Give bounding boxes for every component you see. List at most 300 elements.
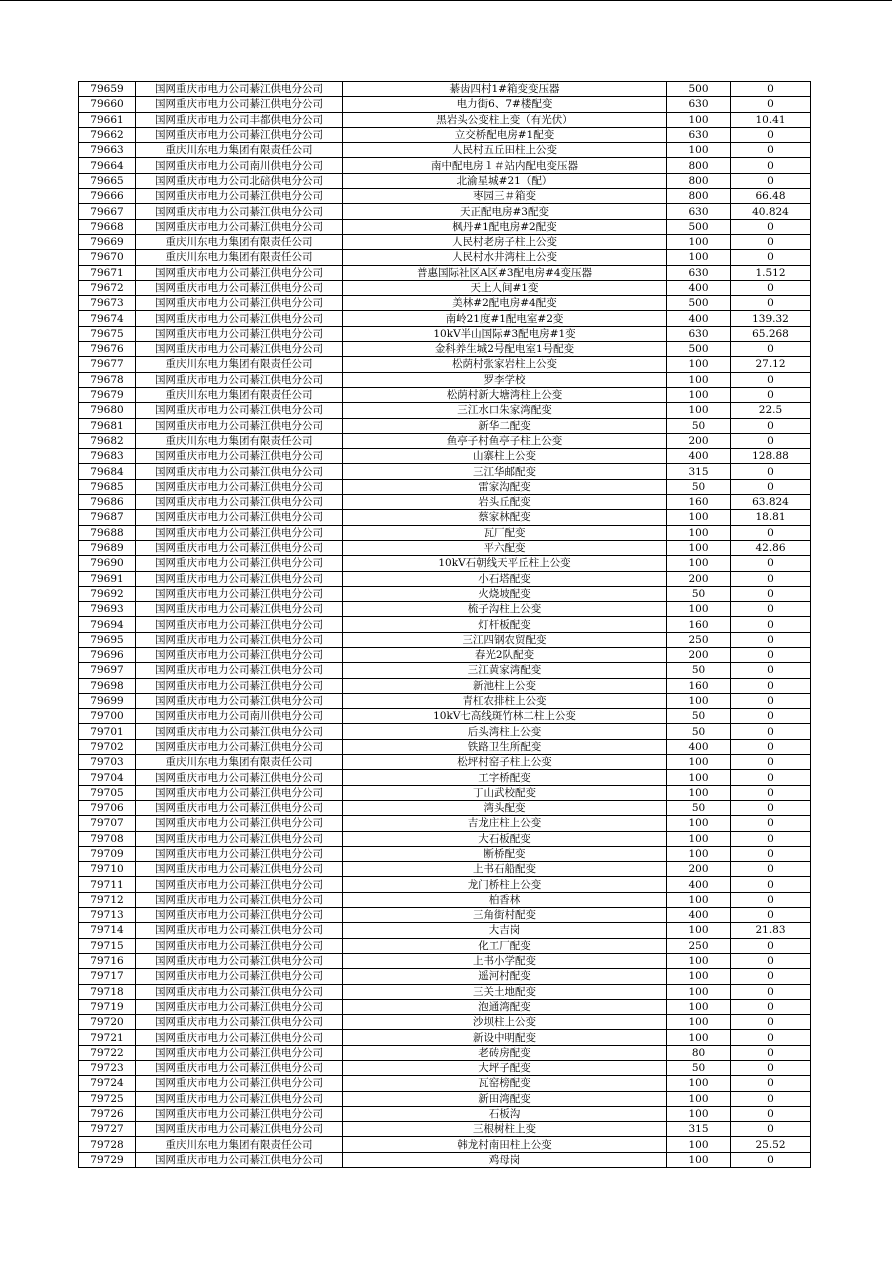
company-cell: 国网重庆市电力公司綦江供电分公司	[136, 693, 343, 708]
record-id-cell: 79695	[79, 632, 136, 647]
capacity-cell: 160	[667, 617, 731, 632]
transformer-name-cell: 人民村老房子柱上公变	[343, 234, 667, 249]
value-cell: 42.86	[731, 540, 811, 555]
company-cell: 国网重庆市电力公司綦江供电分公司	[136, 372, 343, 387]
value-cell: 27.12	[731, 357, 811, 372]
transformer-name-cell: 10kV半山国际#3配电房#1变	[343, 326, 667, 341]
record-id-cell: 79692	[79, 586, 136, 601]
transformer-name-cell: 雷家沟配变	[343, 479, 667, 494]
table-row	[79, 495, 811, 510]
record-id-cell: 79665	[79, 173, 136, 188]
transformer-name-cell: 三江黄家湾配变	[343, 663, 667, 678]
capacity-cell: 315	[667, 464, 731, 479]
table-row	[79, 296, 811, 311]
table-row	[79, 479, 811, 494]
capacity-cell: 160	[667, 678, 731, 693]
record-id-cell: 79674	[79, 311, 136, 326]
transformer-name-cell: 人民村五丘田柱上公变	[343, 143, 667, 158]
value-cell: 0	[731, 1091, 811, 1106]
capacity-cell: 50	[667, 1061, 731, 1076]
table-row	[79, 357, 811, 372]
value-cell: 0	[731, 800, 811, 815]
company-cell: 国网重庆市电力公司綦江供电分公司	[136, 1091, 343, 1106]
record-id-cell: 79701	[79, 724, 136, 739]
table-row	[79, 1152, 811, 1167]
capacity-cell: 50	[667, 418, 731, 433]
capacity-cell: 100	[667, 525, 731, 540]
company-cell: 国网重庆市电力公司綦江供电分公司	[136, 479, 343, 494]
value-cell: 0	[731, 372, 811, 387]
value-cell: 0	[731, 632, 811, 647]
transformer-name-cell: 綦齿四村1#箱变变压器	[343, 82, 667, 97]
capacity-cell: 400	[667, 311, 731, 326]
record-id-cell: 79726	[79, 1106, 136, 1121]
record-id-cell: 79689	[79, 540, 136, 555]
capacity-cell: 400	[667, 877, 731, 892]
capacity-cell: 500	[667, 219, 731, 234]
value-cell: 0	[731, 1152, 811, 1167]
transformer-name-cell: 瓦窑榜配变	[343, 1076, 667, 1091]
table-row	[79, 1122, 811, 1137]
company-cell: 国网重庆市电力公司綦江供电分公司	[136, 510, 343, 525]
transformer-name-cell: 立交桥配电房#1配变	[343, 127, 667, 142]
capacity-cell: 50	[667, 479, 731, 494]
transformer-name-cell: 山寨柱上公变	[343, 449, 667, 464]
table-row	[79, 1091, 811, 1106]
record-id-cell: 79693	[79, 602, 136, 617]
capacity-cell: 500	[667, 342, 731, 357]
table-row	[79, 189, 811, 204]
value-cell: 1.512	[731, 265, 811, 280]
value-cell: 0	[731, 770, 811, 785]
table-row	[79, 984, 811, 999]
table-row	[79, 311, 811, 326]
company-cell: 国网重庆市电力公司南川供电分公司	[136, 709, 343, 724]
capacity-cell: 100	[667, 602, 731, 617]
table-row	[79, 923, 811, 938]
capacity-cell: 100	[667, 1015, 731, 1030]
company-cell: 国网重庆市电力公司綦江供电分公司	[136, 311, 343, 326]
capacity-cell: 630	[667, 326, 731, 341]
record-id-cell: 79686	[79, 495, 136, 510]
table-row	[79, 219, 811, 234]
record-id-cell: 79678	[79, 372, 136, 387]
capacity-cell: 50	[667, 663, 731, 678]
capacity-cell: 100	[667, 387, 731, 402]
company-cell: 国网重庆市电力公司綦江供电分公司	[136, 938, 343, 953]
record-id-cell: 79699	[79, 693, 136, 708]
table-row	[79, 678, 811, 693]
value-cell: 0	[731, 556, 811, 571]
table-row	[79, 525, 811, 540]
transformer-name-cell: 金科养生城2号配电室1号配变	[343, 342, 667, 357]
transformer-name-cell: 鱼亭子村鱼亭子柱上公变	[343, 433, 667, 448]
record-id-cell: 79682	[79, 433, 136, 448]
value-cell: 0	[731, 219, 811, 234]
company-cell: 重庆川东电力集团有限责任公司	[136, 250, 343, 265]
table-row	[79, 1015, 811, 1030]
record-id-cell: 79667	[79, 204, 136, 219]
transformer-name-cell: 断桥配变	[343, 846, 667, 861]
value-cell: 65.268	[731, 326, 811, 341]
table-row	[79, 770, 811, 785]
record-id-cell: 79708	[79, 831, 136, 846]
value-cell: 0	[731, 1030, 811, 1045]
transformer-name-cell: 10kV七高线斑竹林二柱上公变	[343, 709, 667, 724]
value-cell: 0	[731, 617, 811, 632]
table-row	[79, 647, 811, 662]
capacity-cell: 100	[667, 892, 731, 907]
company-cell: 国网重庆市电力公司綦江供电分公司	[136, 464, 343, 479]
value-cell: 0	[731, 663, 811, 678]
capacity-cell: 500	[667, 82, 731, 97]
transformer-name-cell: 松荫村新大塘湾柱上公变	[343, 387, 667, 402]
company-cell: 国网重庆市电力公司綦江供电分公司	[136, 265, 343, 280]
capacity-cell: 200	[667, 647, 731, 662]
capacity-cell: 400	[667, 280, 731, 295]
value-cell: 0	[731, 908, 811, 923]
capacity-cell: 100	[667, 1152, 731, 1167]
record-id-cell: 79727	[79, 1122, 136, 1137]
record-id-cell: 79669	[79, 234, 136, 249]
company-cell: 国网重庆市电力公司綦江供电分公司	[136, 556, 343, 571]
company-cell: 国网重庆市电力公司綦江供电分公司	[136, 571, 343, 586]
company-cell: 国网重庆市电力公司綦江供电分公司	[136, 1030, 343, 1045]
transformer-name-cell: 化工厂配变	[343, 938, 667, 953]
record-id-cell: 79702	[79, 739, 136, 754]
table-row	[79, 709, 811, 724]
transformer-table	[78, 81, 811, 1168]
record-id-cell: 79729	[79, 1152, 136, 1167]
capacity-cell: 800	[667, 189, 731, 204]
record-id-cell: 79711	[79, 877, 136, 892]
value-cell: 22.5	[731, 403, 811, 418]
transformer-name-cell: 灯杆板配变	[343, 617, 667, 632]
company-cell: 国网重庆市电力公司綦江供电分公司	[136, 540, 343, 555]
table-row	[79, 892, 811, 907]
company-cell: 国网重庆市电力公司丰都供电分公司	[136, 112, 343, 127]
record-id-cell: 79673	[79, 296, 136, 311]
transformer-name-cell: 青杠农排柱上公变	[343, 693, 667, 708]
capacity-cell: 400	[667, 908, 731, 923]
table-row	[79, 938, 811, 953]
company-cell: 国网重庆市电力公司綦江供电分公司	[136, 204, 343, 219]
table-row	[79, 372, 811, 387]
capacity-cell: 100	[667, 1106, 731, 1121]
company-cell: 国网重庆市电力公司綦江供电分公司	[136, 1015, 343, 1030]
table-row	[79, 510, 811, 525]
value-cell: 21.83	[731, 923, 811, 938]
table-row	[79, 173, 811, 188]
record-id-cell: 79723	[79, 1061, 136, 1076]
record-id-cell: 79696	[79, 647, 136, 662]
value-cell: 0	[731, 143, 811, 158]
value-cell: 63.824	[731, 495, 811, 510]
transformer-name-cell: 柏香林	[343, 892, 667, 907]
transformer-name-cell: 小石塔配变	[343, 571, 667, 586]
record-id-cell: 79670	[79, 250, 136, 265]
value-cell: 0	[731, 234, 811, 249]
company-cell: 重庆川东电力集团有限责任公司	[136, 357, 343, 372]
transformer-name-cell: 罗李学校	[343, 372, 667, 387]
capacity-cell: 100	[667, 693, 731, 708]
capacity-cell: 100	[667, 1091, 731, 1106]
capacity-cell: 100	[667, 953, 731, 968]
table-row	[79, 280, 811, 295]
transformer-name-cell: 老砖房配变	[343, 1045, 667, 1060]
transformer-name-cell: 上书石船配变	[343, 862, 667, 877]
value-cell: 0	[731, 678, 811, 693]
record-id-cell: 79705	[79, 785, 136, 800]
value-cell: 0	[731, 999, 811, 1014]
record-id-cell: 79679	[79, 387, 136, 402]
value-cell: 0	[731, 97, 811, 112]
table-row	[79, 617, 811, 632]
company-cell: 国网重庆市电力公司綦江供电分公司	[136, 403, 343, 418]
value-cell: 0	[731, 342, 811, 357]
value-cell: 139.32	[731, 311, 811, 326]
record-id-cell: 79672	[79, 280, 136, 295]
company-cell: 重庆川东电力集团有限责任公司	[136, 387, 343, 402]
table-row	[79, 602, 811, 617]
value-cell: 25.52	[731, 1137, 811, 1152]
company-cell: 国网重庆市电力公司南川供电分公司	[136, 158, 343, 173]
capacity-cell: 200	[667, 433, 731, 448]
table-row	[79, 1076, 811, 1091]
company-cell: 国网重庆市电力公司綦江供电分公司	[136, 326, 343, 341]
record-id-cell: 79718	[79, 984, 136, 999]
company-cell: 国网重庆市电力公司綦江供电分公司	[136, 1076, 343, 1091]
table-row	[79, 1106, 811, 1121]
transformer-name-cell: 丁山武校配变	[343, 785, 667, 800]
company-cell: 国网重庆市电力公司綦江供电分公司	[136, 1122, 343, 1137]
table-row	[79, 403, 811, 418]
capacity-cell: 100	[667, 250, 731, 265]
value-cell: 0	[731, 82, 811, 97]
company-cell: 国网重庆市电力公司綦江供电分公司	[136, 219, 343, 234]
record-id-cell: 79691	[79, 571, 136, 586]
transformer-name-cell: 美林#2配电房#4配变	[343, 296, 667, 311]
company-cell: 国网重庆市电力公司綦江供电分公司	[136, 739, 343, 754]
transformer-name-cell: 松荫村张家岩柱上公变	[343, 357, 667, 372]
record-id-cell: 79716	[79, 953, 136, 968]
capacity-cell: 400	[667, 449, 731, 464]
transformer-name-cell: 新设中明配变	[343, 1030, 667, 1045]
table-row	[79, 112, 811, 127]
record-id-cell: 79663	[79, 143, 136, 158]
capacity-cell: 160	[667, 495, 731, 510]
value-cell: 66.48	[731, 189, 811, 204]
company-cell: 国网重庆市电力公司綦江供电分公司	[136, 632, 343, 647]
value-cell: 0	[731, 571, 811, 586]
value-cell: 0	[731, 127, 811, 142]
table-row	[79, 816, 811, 831]
capacity-cell: 100	[667, 846, 731, 861]
company-cell: 国网重庆市电力公司北碚供电分公司	[136, 173, 343, 188]
transformer-name-cell: 平六配变	[343, 540, 667, 555]
value-cell: 0	[731, 250, 811, 265]
value-cell: 0	[731, 586, 811, 601]
transformer-name-cell: 三根树柱上变	[343, 1122, 667, 1137]
company-cell: 国网重庆市电力公司綦江供电分公司	[136, 862, 343, 877]
transformer-name-cell: 泡通湾配变	[343, 999, 667, 1014]
capacity-cell: 100	[667, 112, 731, 127]
record-id-cell: 79717	[79, 969, 136, 984]
transformer-name-cell: 大石板配变	[343, 831, 667, 846]
transformer-name-cell: 南岭21度#1配电室#2变	[343, 311, 667, 326]
transformer-name-cell: 春光2队配变	[343, 647, 667, 662]
transformer-name-cell: 湾头配变	[343, 800, 667, 815]
transformer-name-cell: 普惠国际社区A区#3配电房#4变压器	[343, 265, 667, 280]
table-row	[79, 999, 811, 1014]
record-id-cell: 79664	[79, 158, 136, 173]
company-cell: 重庆川东电力集团有限责任公司	[136, 433, 343, 448]
record-id-cell: 79685	[79, 479, 136, 494]
company-cell: 国网重庆市电力公司綦江供电分公司	[136, 724, 343, 739]
transformer-name-cell: 枫丹#1配电房#2配变	[343, 219, 667, 234]
record-id-cell: 79719	[79, 999, 136, 1014]
record-id-cell: 79703	[79, 755, 136, 770]
value-cell: 0	[731, 418, 811, 433]
transformer-name-cell: 松坪村窑子柱上公变	[343, 755, 667, 770]
company-cell: 重庆川东电力集团有限责任公司	[136, 143, 343, 158]
transformer-name-cell: 三关土地配变	[343, 984, 667, 999]
record-id-cell: 79706	[79, 800, 136, 815]
table-row	[79, 953, 811, 968]
transformer-name-cell: 后头湾柱上公变	[343, 724, 667, 739]
transformer-name-cell: 大坪子配变	[343, 1061, 667, 1076]
table-row	[79, 326, 811, 341]
record-id-cell: 79720	[79, 1015, 136, 1030]
record-id-cell: 79660	[79, 97, 136, 112]
capacity-cell: 630	[667, 127, 731, 142]
company-cell: 重庆川东电力集团有限责任公司	[136, 234, 343, 249]
table-row	[79, 540, 811, 555]
record-id-cell: 79680	[79, 403, 136, 418]
record-id-cell: 79666	[79, 189, 136, 204]
table-row	[79, 831, 811, 846]
transformer-name-cell: 沙坝柱上公变	[343, 1015, 667, 1030]
capacity-cell: 100	[667, 816, 731, 831]
table-row	[79, 158, 811, 173]
capacity-cell: 100	[667, 540, 731, 555]
capacity-cell: 100	[667, 785, 731, 800]
capacity-cell: 100	[667, 1076, 731, 1091]
value-cell: 0	[731, 862, 811, 877]
value-cell: 0	[731, 158, 811, 173]
record-id-cell: 79662	[79, 127, 136, 142]
transformer-name-cell: 人民村水井湾柱上公变	[343, 250, 667, 265]
table-row	[79, 908, 811, 923]
company-cell: 国网重庆市电力公司綦江供电分公司	[136, 280, 343, 295]
capacity-cell: 50	[667, 800, 731, 815]
record-id-cell: 79668	[79, 219, 136, 234]
capacity-cell: 100	[667, 755, 731, 770]
transformer-name-cell: 瓦厂配变	[343, 525, 667, 540]
capacity-cell: 800	[667, 173, 731, 188]
table-row	[79, 464, 811, 479]
transformer-name-cell: 吉龙庄柱上公变	[343, 816, 667, 831]
capacity-cell: 630	[667, 204, 731, 219]
value-cell: 10.41	[731, 112, 811, 127]
company-cell: 国网重庆市电力公司綦江供电分公司	[136, 923, 343, 938]
capacity-cell: 100	[667, 770, 731, 785]
company-cell: 国网重庆市电力公司綦江供电分公司	[136, 296, 343, 311]
company-cell: 国网重庆市电力公司綦江供电分公司	[136, 999, 343, 1014]
company-cell: 国网重庆市电力公司綦江供电分公司	[136, 586, 343, 601]
transformer-name-cell: 大吉岗	[343, 923, 667, 938]
transformer-name-cell: 蔡家林配变	[343, 510, 667, 525]
record-id-cell: 79713	[79, 908, 136, 923]
table-row	[79, 877, 811, 892]
transformer-name-cell: 天正配电房#3配变	[343, 204, 667, 219]
capacity-cell: 100	[667, 372, 731, 387]
capacity-cell: 100	[667, 969, 731, 984]
company-cell: 国网重庆市电力公司綦江供电分公司	[136, 816, 343, 831]
value-cell: 0	[731, 296, 811, 311]
table-row	[79, 724, 811, 739]
company-cell: 国网重庆市电力公司綦江供电分公司	[136, 342, 343, 357]
value-cell: 0	[731, 846, 811, 861]
value-cell: 0	[731, 984, 811, 999]
company-cell: 国网重庆市电力公司綦江供电分公司	[136, 831, 343, 846]
table-row	[79, 1137, 811, 1152]
company-cell: 国网重庆市电力公司綦江供电分公司	[136, 1061, 343, 1076]
table-row	[79, 449, 811, 464]
table-row	[79, 82, 811, 97]
value-cell: 0	[731, 724, 811, 739]
value-cell: 0	[731, 1045, 811, 1060]
company-cell: 国网重庆市电力公司綦江供电分公司	[136, 984, 343, 999]
transformer-name-cell: 石板沟	[343, 1106, 667, 1121]
transformer-name-cell: 三江四钢农贸配变	[343, 632, 667, 647]
value-cell: 0	[731, 1106, 811, 1121]
table-row	[79, 739, 811, 754]
capacity-cell: 100	[667, 999, 731, 1014]
table-row	[79, 663, 811, 678]
record-id-cell: 79681	[79, 418, 136, 433]
capacity-cell: 315	[667, 1122, 731, 1137]
record-id-cell: 79659	[79, 82, 136, 97]
value-cell: 0	[731, 602, 811, 617]
transformer-name-cell: 新池柱上公变	[343, 678, 667, 693]
capacity-cell: 100	[667, 831, 731, 846]
record-id-cell: 79690	[79, 556, 136, 571]
record-id-cell: 79661	[79, 112, 136, 127]
capacity-cell: 100	[667, 1030, 731, 1045]
value-cell: 0	[731, 1015, 811, 1030]
value-cell: 0	[731, 1061, 811, 1076]
table-row	[79, 846, 811, 861]
capacity-cell: 800	[667, 158, 731, 173]
capacity-cell: 200	[667, 862, 731, 877]
value-cell: 128.88	[731, 449, 811, 464]
value-cell: 0	[731, 1122, 811, 1137]
company-cell: 国网重庆市电力公司綦江供电分公司	[136, 418, 343, 433]
company-cell: 国网重庆市电力公司綦江供电分公司	[136, 97, 343, 112]
company-cell: 国网重庆市电力公司綦江供电分公司	[136, 189, 343, 204]
company-cell: 重庆川东电力集团有限责任公司	[136, 755, 343, 770]
table-row	[79, 556, 811, 571]
value-cell: 0	[731, 387, 811, 402]
record-id-cell: 79688	[79, 525, 136, 540]
company-cell: 国网重庆市电力公司綦江供电分公司	[136, 1152, 343, 1167]
company-cell: 国网重庆市电力公司綦江供电分公司	[136, 846, 343, 861]
table-row	[79, 387, 811, 402]
company-cell: 国网重庆市电力公司綦江供电分公司	[136, 1045, 343, 1060]
value-cell: 0	[731, 709, 811, 724]
value-cell: 0	[731, 816, 811, 831]
